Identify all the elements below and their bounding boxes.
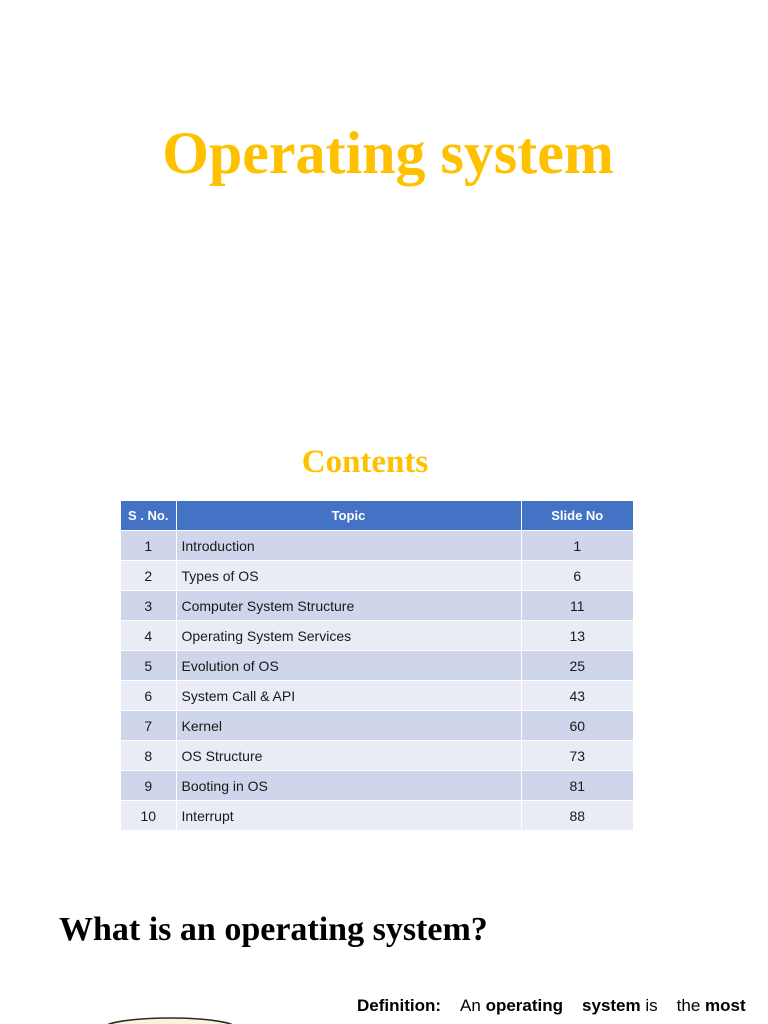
- definition-word: is: [645, 996, 658, 1015]
- definition-label: Definition:: [357, 996, 442, 1015]
- row-sno: 2: [121, 561, 176, 591]
- contents-heading: Contents: [301, 444, 429, 480]
- row-topic: Types of OS: [176, 561, 521, 591]
- section-heading: What is an operating system?: [59, 911, 488, 948]
- row-topic: Interrupt: [176, 801, 521, 831]
- row-sno: 7: [121, 711, 176, 741]
- table-row: [121, 561, 633, 591]
- row-topic: Computer System Structure: [176, 591, 521, 621]
- row-topic: Introduction: [176, 531, 521, 561]
- header-topic: Topic: [176, 501, 521, 531]
- row-topic: System Call & API: [176, 681, 521, 711]
- table-row: [121, 741, 633, 771]
- table-row: [121, 531, 633, 561]
- table-row: [121, 771, 633, 801]
- row-slide-no: 25: [521, 651, 633, 681]
- definition-text: [357, 994, 746, 1018]
- table-row: [121, 711, 633, 741]
- table-header-row: [121, 501, 633, 531]
- row-topic: Kernel: [176, 711, 521, 741]
- definition-word: the: [676, 996, 701, 1015]
- row-sno: 5: [121, 651, 176, 681]
- definition-word: An: [460, 996, 481, 1015]
- row-slide-no: 1: [521, 531, 633, 561]
- row-sno: 10: [121, 801, 176, 831]
- header-sno: S . No.: [121, 501, 176, 531]
- row-sno: 1: [121, 531, 176, 561]
- definition-word: operating: [485, 996, 564, 1015]
- table-row: [121, 621, 633, 651]
- contents-table: [121, 501, 633, 830]
- row-topic: Booting in OS: [176, 771, 521, 801]
- row-slide-no: 6: [521, 561, 633, 591]
- row-topic: Evolution of OS: [176, 651, 521, 681]
- row-slide-no: 81: [521, 771, 633, 801]
- table-row: [121, 591, 633, 621]
- row-topic: OS Structure: [176, 741, 521, 771]
- table-row: [121, 651, 633, 681]
- table-row: [121, 681, 633, 711]
- document-title: Operating system: [162, 120, 614, 186]
- row-slide-no: 11: [521, 591, 633, 621]
- table-row: [121, 801, 633, 831]
- illustration-image: [100, 1012, 240, 1024]
- row-sno: 4: [121, 621, 176, 651]
- row-sno: 6: [121, 681, 176, 711]
- row-sno: 3: [121, 591, 176, 621]
- row-sno: 9: [121, 771, 176, 801]
- row-topic: Operating System Services: [176, 621, 521, 651]
- row-sno: 8: [121, 741, 176, 771]
- row-slide-no: 13: [521, 621, 633, 651]
- row-slide-no: 88: [521, 801, 633, 831]
- row-slide-no: 73: [521, 741, 633, 771]
- definition-word: most: [705, 996, 746, 1015]
- definition-word: system: [582, 996, 641, 1015]
- row-slide-no: 60: [521, 711, 633, 741]
- row-slide-no: 43: [521, 681, 633, 711]
- header-slide-no: Slide No: [521, 501, 633, 531]
